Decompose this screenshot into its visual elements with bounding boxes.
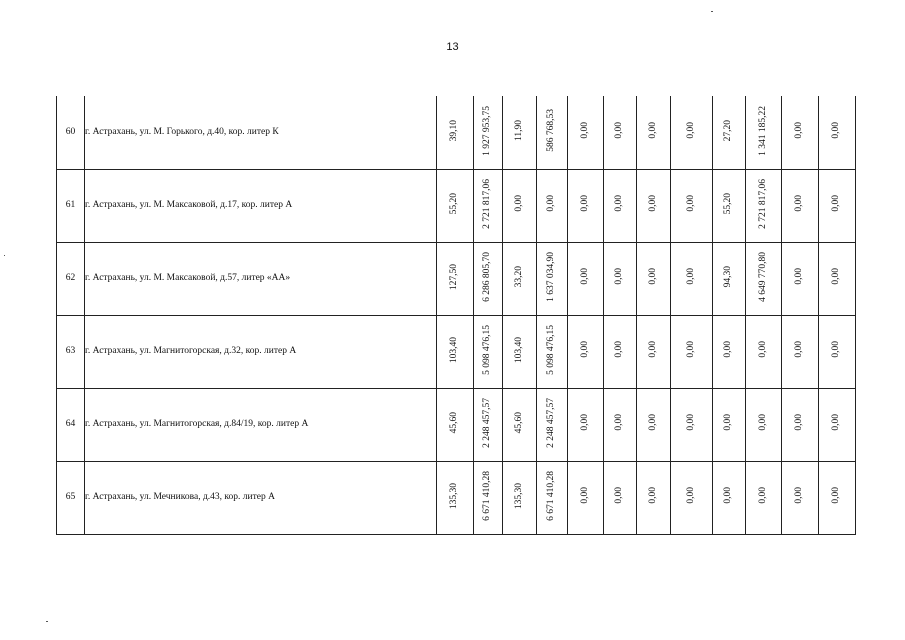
scan-speck — [711, 11, 713, 12]
value-cell — [537, 388, 568, 461]
value-text: 6 671 410,28 — [546, 470, 557, 521]
table-row — [57, 96, 856, 169]
value-text: 0,00 — [614, 487, 625, 505]
value-cell — [474, 169, 503, 242]
value-text: 0,00 — [614, 414, 625, 432]
value-text: 55,20 — [723, 193, 734, 215]
row-number: 62 — [57, 242, 85, 315]
row-number: 65 — [57, 461, 85, 534]
value-cell — [746, 315, 782, 388]
address-cell: г. Астрахань, ул. М. Горького, д.40, кор. литер К — [85, 96, 437, 169]
value-text: 0,00 — [831, 268, 842, 286]
value-cell — [637, 461, 671, 534]
value-text: 103,40 — [513, 336, 524, 363]
value-text: 0,00 — [831, 122, 842, 139]
value-cell — [671, 461, 713, 534]
value-cell — [671, 96, 713, 169]
value-cell — [568, 461, 604, 534]
value-text: 5 098 476,15 — [482, 324, 493, 375]
address-cell: г. Астрахань, ул. Магнитогорская, д.84/19, кор. литер А — [85, 388, 437, 461]
row-number: 64 — [57, 388, 85, 461]
value-text: 0,00 — [794, 195, 805, 213]
row-number: 63 — [57, 315, 85, 388]
value-cell — [568, 242, 604, 315]
value-text: 0,00 — [579, 487, 590, 505]
scan-speck — [4, 255, 5, 256]
value-cell — [782, 242, 819, 315]
value-cell — [503, 169, 537, 242]
value-text: 0,00 — [579, 195, 590, 213]
value-text: 0,00 — [546, 195, 557, 213]
value-cell — [637, 242, 671, 315]
value-cell — [713, 169, 746, 242]
address-cell: г. Астрахань, ул. М. Максаковой, д.17, кор. литер А — [85, 169, 437, 242]
value-text: 2 721 817,06 — [482, 178, 493, 229]
address-cell: г. Астрахань, ул. М. Максаковой, д.57, литер «АА» — [85, 242, 437, 315]
value-cell — [604, 461, 637, 534]
value-text: 0,00 — [685, 268, 696, 286]
value-text: 0,00 — [579, 341, 590, 359]
value-text: 0,00 — [579, 268, 590, 286]
value-cell — [568, 96, 604, 169]
value-cell — [474, 461, 503, 534]
value-cell — [437, 96, 474, 169]
value-cell — [604, 242, 637, 315]
value-cell — [819, 169, 856, 242]
value-cell — [604, 96, 637, 169]
value-cell — [503, 315, 537, 388]
value-text: 1 927 953,75 — [482, 105, 493, 156]
value-cell — [474, 242, 503, 315]
table-row — [57, 169, 856, 242]
value-text: 0,00 — [794, 487, 805, 505]
value-cell — [474, 96, 503, 169]
value-text: 0,00 — [614, 195, 625, 213]
value-text: 0,00 — [685, 414, 696, 432]
value-cell — [746, 242, 782, 315]
value-cell — [782, 388, 819, 461]
value-text: 135,30 — [513, 482, 524, 509]
value-text: 0,00 — [614, 268, 625, 286]
value-text: 0,00 — [794, 414, 805, 432]
value-cell — [437, 461, 474, 534]
value-cell — [713, 96, 746, 169]
value-cell — [503, 96, 537, 169]
value-text: 55,20 — [449, 193, 460, 215]
value-cell — [782, 461, 819, 534]
value-text: 39,10 — [449, 119, 460, 142]
value-cell — [568, 388, 604, 461]
row-number: 61 — [57, 169, 85, 242]
value-cell — [537, 315, 568, 388]
value-text: 0,00 — [757, 341, 768, 359]
value-text: 0,00 — [757, 487, 768, 505]
address-cell: г. Астрахань, ул. Мечникова, д.43, кор. литер А — [85, 461, 437, 534]
value-text: 2 248 457,57 — [482, 397, 493, 448]
value-cell — [713, 315, 746, 388]
value-text: 1 637 034,90 — [546, 251, 557, 302]
value-cell — [819, 96, 856, 169]
value-text: 0,00 — [831, 487, 842, 505]
value-cell — [671, 242, 713, 315]
value-cell — [819, 461, 856, 534]
value-text: 4 649 770,80 — [757, 251, 768, 302]
value-text: 0,00 — [757, 414, 768, 432]
value-cell — [568, 169, 604, 242]
value-text: 0,00 — [831, 414, 842, 432]
address-cell: г. Астрахань, ул. Магнитогорская, д.32, кор. литер А — [85, 315, 437, 388]
value-cell — [474, 388, 503, 461]
value-cell — [746, 169, 782, 242]
value-cell — [713, 388, 746, 461]
value-text: 0,00 — [685, 195, 696, 213]
value-cell — [537, 96, 568, 169]
page-number: 13 — [446, 41, 459, 53]
value-text: 0,00 — [647, 414, 658, 432]
value-text: 0,00 — [513, 195, 524, 213]
value-text: 0,00 — [794, 268, 805, 286]
value-cell — [503, 461, 537, 534]
value-text: 0,00 — [831, 341, 842, 359]
value-cell — [503, 242, 537, 315]
scan-speck — [46, 621, 48, 622]
value-cell — [537, 461, 568, 534]
value-cell — [746, 388, 782, 461]
value-cell — [671, 388, 713, 461]
value-cell — [503, 388, 537, 461]
value-text: 94,30 — [723, 266, 734, 288]
value-cell — [819, 315, 856, 388]
value-cell — [782, 315, 819, 388]
value-cell — [746, 461, 782, 534]
value-text: 33,20 — [513, 266, 524, 288]
value-cell — [637, 96, 671, 169]
property-table — [56, 96, 856, 535]
value-text: 0,00 — [614, 341, 625, 359]
value-cell — [819, 388, 856, 461]
value-cell — [637, 388, 671, 461]
value-cell — [782, 96, 819, 169]
value-text: 0,00 — [579, 122, 590, 139]
value-text: 0,00 — [614, 122, 625, 139]
value-text: 0,00 — [723, 487, 734, 505]
value-text: 6 671 410,28 — [482, 470, 493, 521]
value-text: 0,00 — [794, 122, 805, 139]
value-text: 27,20 — [723, 119, 734, 142]
value-cell — [713, 461, 746, 534]
value-cell — [437, 169, 474, 242]
value-text: 0,00 — [685, 122, 696, 139]
value-cell — [474, 315, 503, 388]
value-text: 0,00 — [723, 414, 734, 432]
value-text: 586 768,53 — [546, 109, 557, 152]
value-cell — [671, 169, 713, 242]
value-text: 0,00 — [794, 341, 805, 359]
value-text: 0,00 — [647, 487, 658, 505]
value-cell — [604, 169, 637, 242]
value-cell — [746, 96, 782, 169]
table-row — [57, 461, 856, 534]
value-text: 45,60 — [449, 412, 460, 434]
table-row — [57, 388, 856, 461]
value-text: 2 248 457,57 — [546, 397, 557, 448]
value-text: 6 286 805,70 — [482, 251, 493, 302]
value-text: 11,90 — [513, 119, 524, 142]
value-cell — [604, 388, 637, 461]
table-row — [57, 315, 856, 388]
row-number: 60 — [57, 96, 85, 169]
value-text: 0,00 — [685, 487, 696, 505]
value-text: 0,00 — [647, 122, 658, 139]
value-text: 1 341 185,22 — [757, 105, 768, 156]
value-text: 0,00 — [647, 268, 658, 286]
value-cell — [713, 242, 746, 315]
value-text: 5 098 476,15 — [546, 324, 557, 375]
value-cell — [568, 315, 604, 388]
table-body — [57, 96, 856, 534]
value-text: 127,50 — [449, 263, 460, 290]
value-text: 2 721 817,06 — [757, 178, 768, 229]
table-row — [57, 242, 856, 315]
value-text: 135,30 — [449, 482, 460, 509]
value-text: 0,00 — [647, 341, 658, 359]
value-cell — [637, 169, 671, 242]
value-cell — [437, 388, 474, 461]
value-cell — [671, 315, 713, 388]
value-text: 0,00 — [685, 341, 696, 359]
value-text: 0,00 — [723, 341, 734, 359]
value-cell — [437, 242, 474, 315]
value-cell — [437, 315, 474, 388]
value-cell — [637, 315, 671, 388]
value-text: 0,00 — [647, 195, 658, 213]
value-text: 45,60 — [513, 412, 524, 434]
value-cell — [537, 169, 568, 242]
value-cell — [604, 315, 637, 388]
value-cell — [819, 242, 856, 315]
value-text: 103,40 — [449, 336, 460, 363]
value-cell — [782, 169, 819, 242]
value-cell — [537, 242, 568, 315]
value-text: 0,00 — [831, 195, 842, 213]
value-text: 0,00 — [579, 414, 590, 432]
